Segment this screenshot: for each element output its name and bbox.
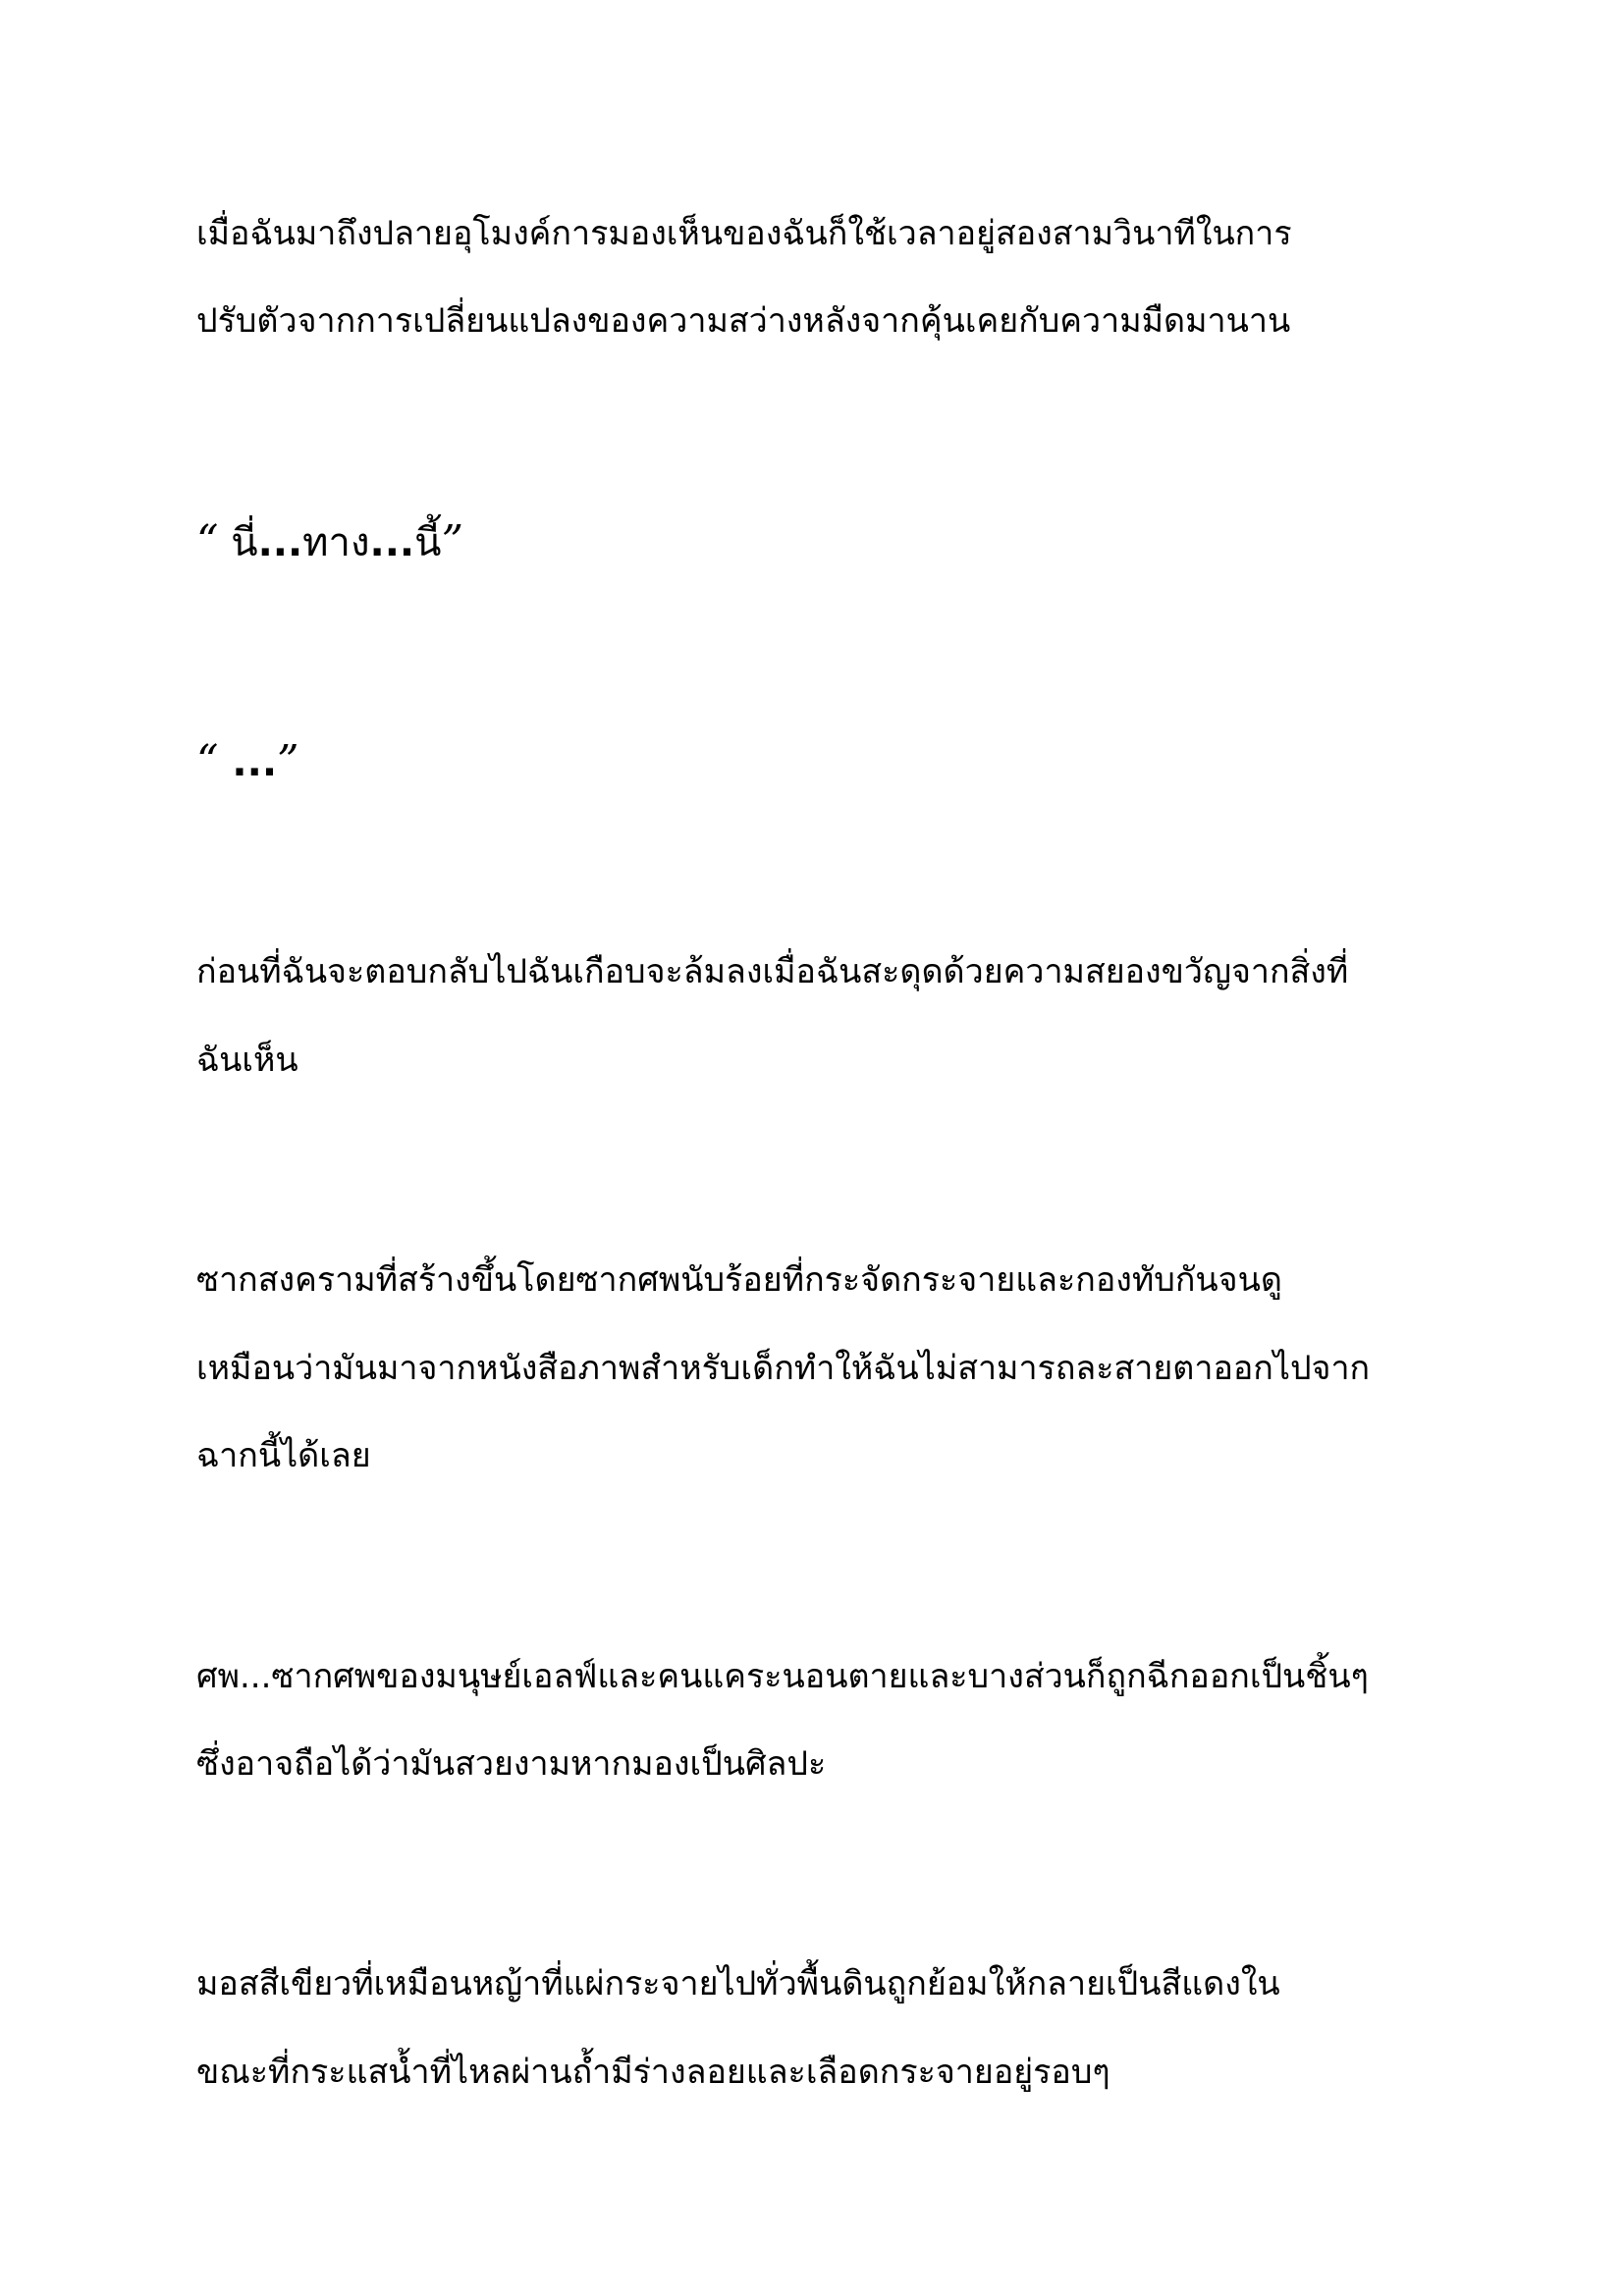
paragraph-3-line-3: ฉากนี้ได้เลย [196,1436,371,1475]
paragraph-5-line-1: มอสสีเขียวที่เหมือนหญ้าที่แผ่กระจายไปทั่วพื้นดินถูกย้อมให้กลายเป็นสีแดงใน [196,1964,1280,2003]
quote-close: ” [441,516,463,566]
quote-open: “ [196,736,219,786]
paragraph-2-line-2: ฉันเห็น [196,1041,298,1080]
dialogue-word-2: ทาง [302,520,370,565]
paragraph-4-line-2: ซึ่งอาจถือได้ว่ามันสวยงามหากมองเป็นศิลปะ [196,1744,827,1784]
ellipsis: ... [218,740,278,785]
dialogue-word-3: นี้ [414,520,442,565]
dialogue-line-1 [196,518,463,566]
quote-open: “ [196,516,219,566]
paragraph-3-line-1: ซากสงครามที่สร้างขึ้นโดยซากศพนับร้อยที่กระจัดกระจายและกองทับกันจนดู [196,1260,1282,1300]
dialogue-word-1: นี่ [218,520,258,565]
paragraph-1-line-1: เมื่อฉันมาถึงปลายอุโมงค์การมองเห็นของฉันก็ใช้เวลาอยู่สองสามวินาทีในการ [196,214,1292,253]
quote-close: ” [277,736,299,786]
paragraph-3-line-2: เหมือนว่ามันมาจากหนังสือภาพสำหรับเด็กทำให้ฉันไม่สามารถละสายตาออกไปจาก [196,1349,1371,1388]
ellipsis-2: ... [369,520,415,565]
paragraph-4-line-1: ศพ...ซากศพของมนุษย์เอลฟ์และคนแคระนอนตายและบางส่วนก็ถูกฉีกออกเป็นชิ้นๆ [196,1657,1369,1696]
dialogue-line-2 [196,738,299,786]
paragraph-1-line-2: ปรับตัวจากการเปลี่ยนแปลงของความสว่างหลังจากคุ้นเคยกับความมืดมานาน [196,301,1291,341]
ellipsis-1: ... [257,520,303,565]
paragraph-2-line-1: ก่อนที่ฉันจะตอบกลับไปฉันเกือบจะล้มลงเมื่อฉันสะดุดด้วยความสยองขวัญจากสิ่งที่ [196,952,1349,991]
paragraph-5-line-2: ขณะที่กระแสน้ำที่ไหลผ่านถ้ำมีร่างลอยและเลือดกระจายอยู่รอบๆ [196,2053,1110,2092]
